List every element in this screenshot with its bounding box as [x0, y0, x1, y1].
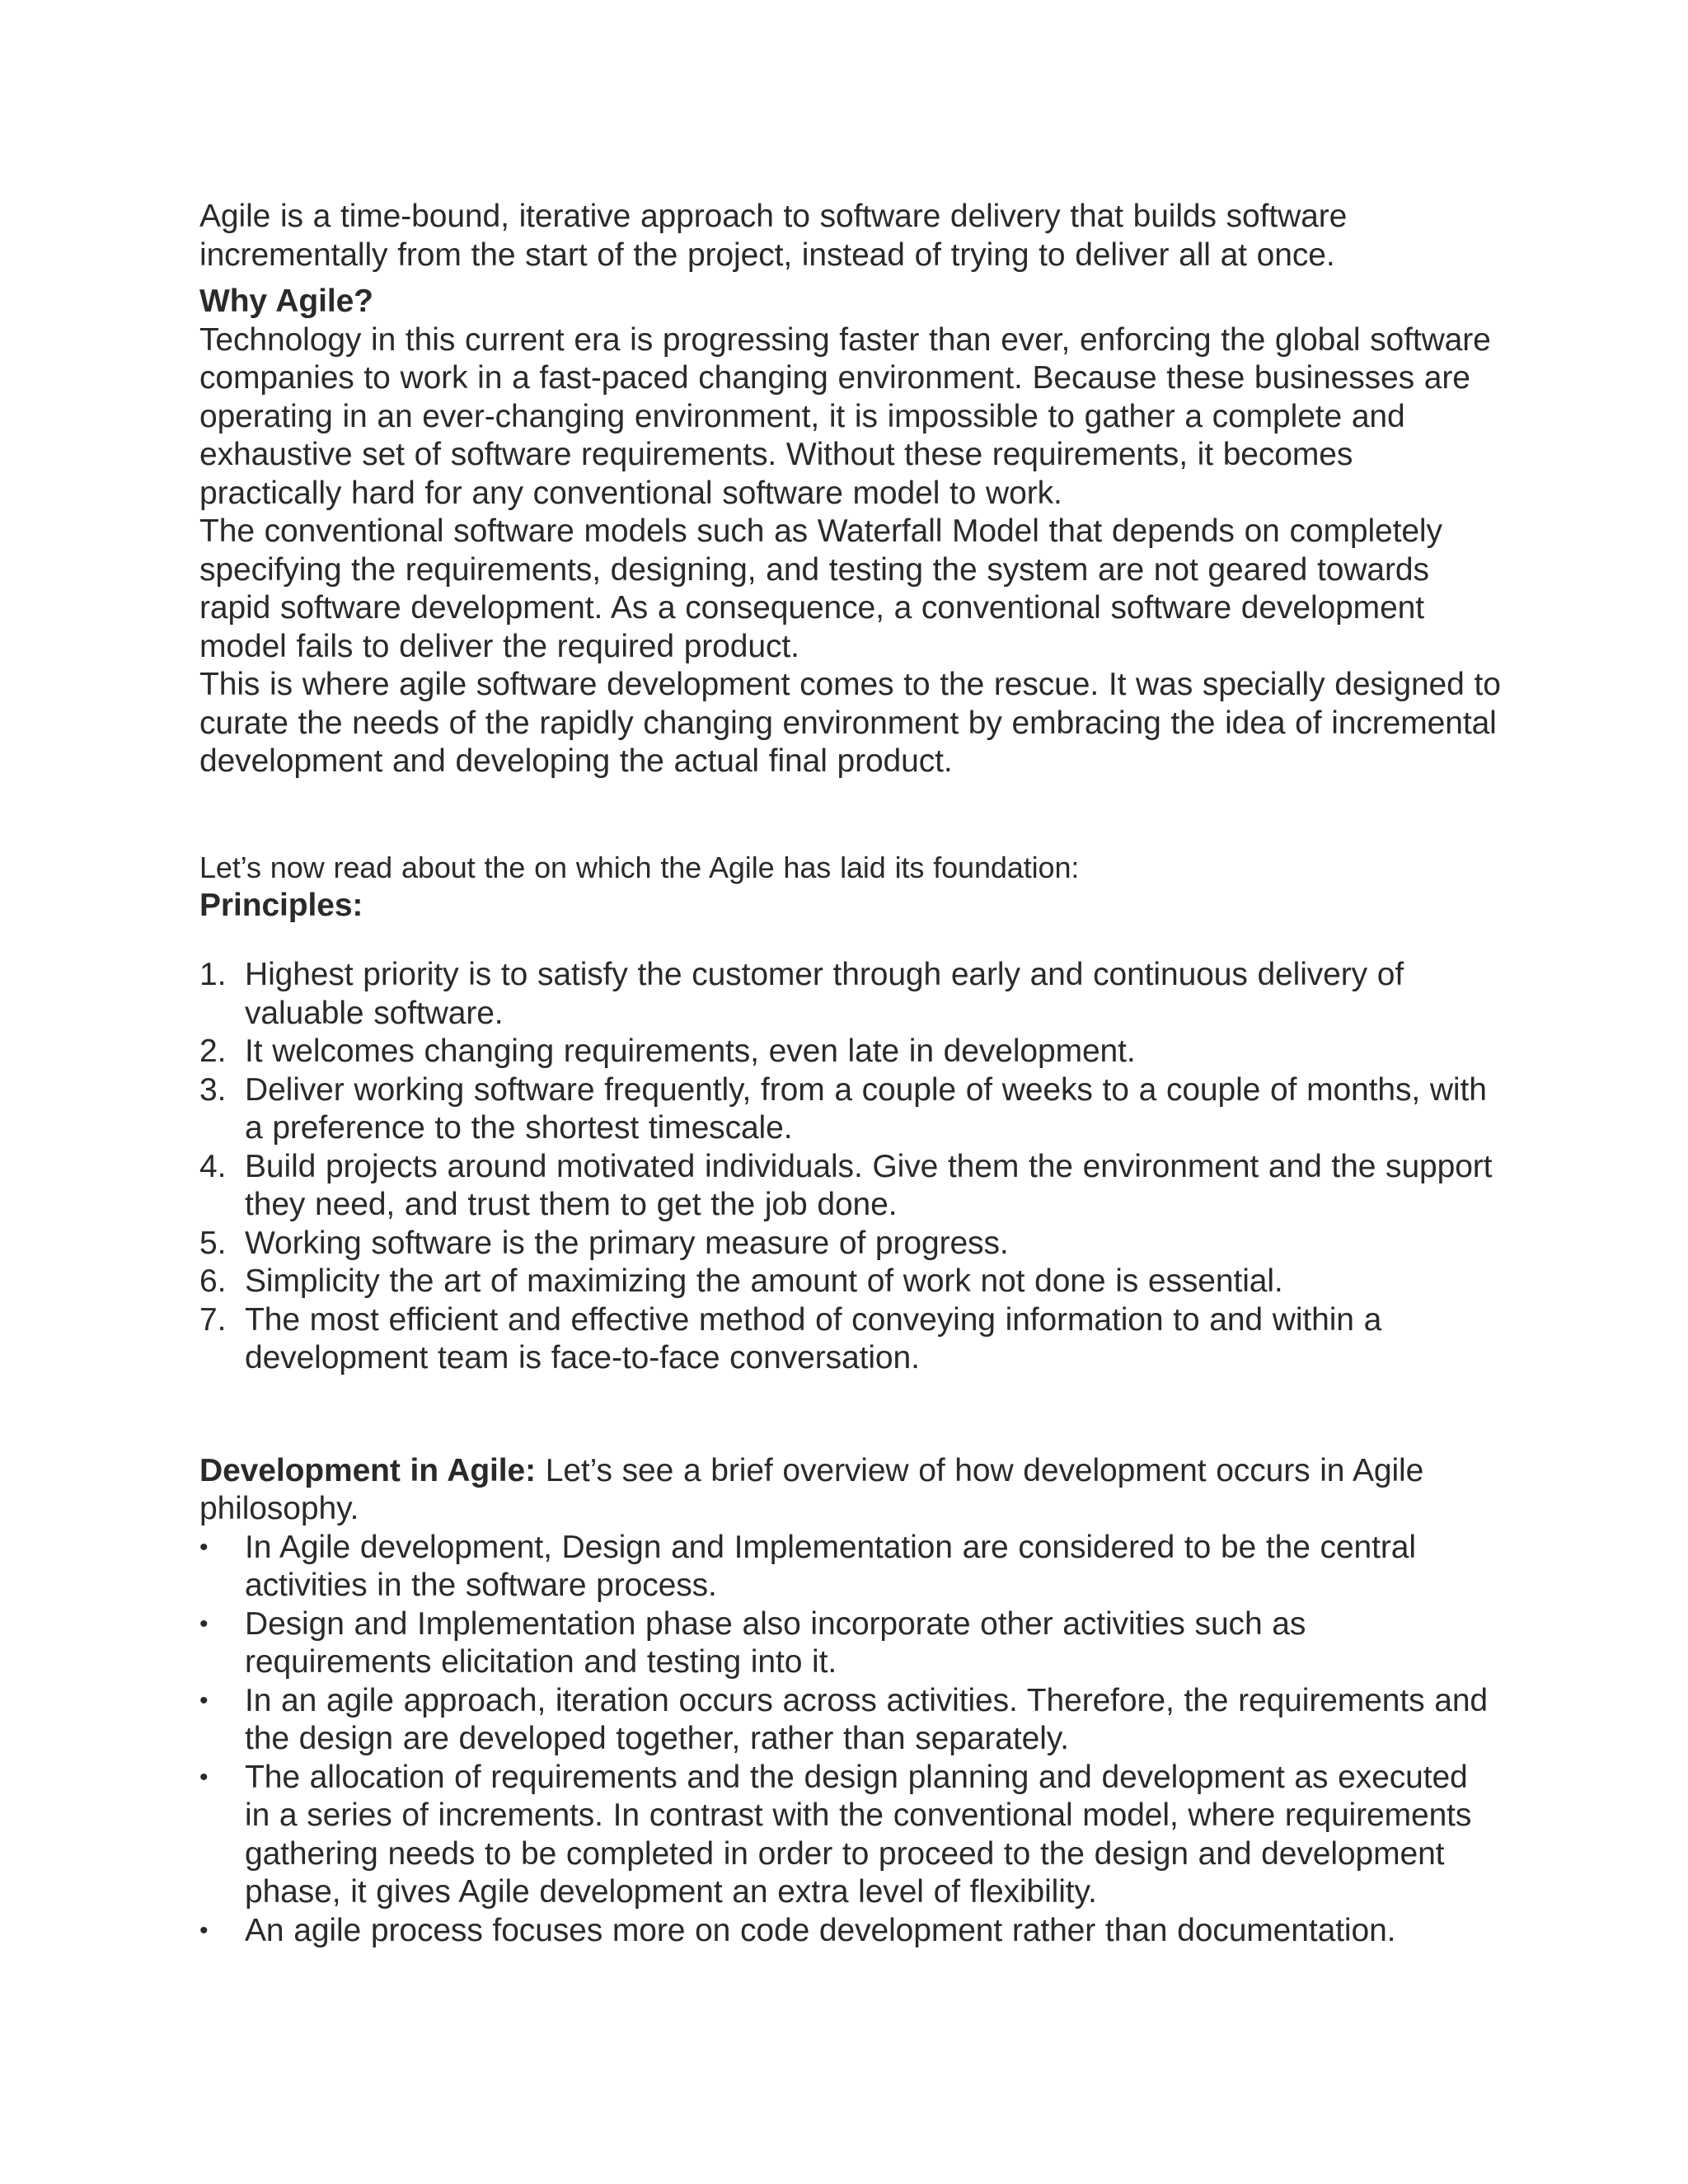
principle-number: 4.	[199, 1148, 227, 1184]
development-heading: Development in Agile:	[199, 1452, 537, 1488]
development-intro	[199, 1452, 1502, 1529]
bullet-icon: •	[199, 1533, 209, 1561]
development-item-text: In an agile approach, iteration occurs across activities. Therefore, the requirements and the design are developed together, rather than separately.	[245, 1682, 1489, 1756]
bullet-icon: •	[199, 1686, 209, 1714]
development-list	[199, 1529, 1502, 1951]
development-item-text: An agile process focuses more on code development rather than documentation.	[245, 1912, 1396, 1948]
principle-text: It welcomes changing requirements, even late in development.	[245, 1033, 1136, 1069]
principle-text: The most efficient and effective method of conveying information to and within a development team is face-to-face conversation.	[245, 1301, 1382, 1376]
principles-heading: Principles:	[199, 887, 363, 923]
development-lead: Let’s see a brief overview of how development occurs in Agile philosophy.	[199, 1452, 1424, 1526]
principle-item	[199, 1071, 1502, 1148]
why-agile-heading: Why Agile?	[199, 284, 373, 319]
principle-number: 2.	[199, 1033, 227, 1069]
principle-item	[199, 1301, 1502, 1378]
bullet-icon: •	[199, 1610, 209, 1638]
principle-number: 6.	[199, 1263, 227, 1299]
development-item-text: In Agile development, Design and Implementation are considered to be the central activities in the software process.	[245, 1529, 1416, 1603]
principle-item	[199, 956, 1502, 1033]
principles-list	[199, 956, 1502, 1378]
principle-text: Build projects around motivated individuals. Give them the environment and the support they need, and trust them to get the job done.	[245, 1148, 1493, 1222]
why-agile-paragraph-3: This is where agile software development comes to the rescue. It was specially designed to curate the needs of the rapidly changing environment by embracing the idea of incremental development and developing the actual final product.	[199, 667, 1501, 779]
development-item	[199, 1529, 1502, 1605]
development-item	[199, 1759, 1502, 1912]
spacer	[199, 781, 1502, 849]
principle-item	[199, 1263, 1502, 1301]
principle-number: 7.	[199, 1301, 227, 1338]
principle-number: 3.	[199, 1071, 227, 1108]
principle-text: Simplicity the art of maximizing the amount of work not done is essential.	[245, 1263, 1283, 1299]
bullet-icon: •	[199, 1916, 209, 1944]
principle-item	[199, 1033, 1502, 1071]
bullet-icon: •	[199, 1763, 209, 1791]
development-item	[199, 1912, 1502, 1951]
development-item-text: Design and Implementation phase also incorporate other activities such as requirements elicitation and testing into it.	[245, 1605, 1306, 1680]
principle-text: Deliver working software frequently, from a couple of weeks to a couple of months, with a preference to the shortest timescale.	[245, 1071, 1487, 1146]
development-item-text: The allocation of requirements and the design planning and development as executed in a series of increments. In contrast with the conventional model, where requirements gathering needs to be completed in order to proceed to the design and development phase, it gives Agile development an extra level of flexibility.	[245, 1759, 1472, 1910]
document-page	[199, 198, 1502, 1950]
principles-intro: Let’s now read about the on which the Agile has laid its foundation:	[199, 850, 1080, 884]
principle-number: 5.	[199, 1225, 227, 1261]
why-agile-paragraph-2: The conventional software models such as Waterfall Model that depends on completely specifying the requirements, designing, and testing the system are not geared towards rapid software development. As a consequence, a conventional software development model fails to deliver the required product.	[199, 513, 1442, 664]
spacer	[199, 274, 1502, 283]
spacer	[199, 925, 1502, 956]
development-item	[199, 1682, 1502, 1759]
principle-item	[199, 1225, 1502, 1263]
principle-item	[199, 1148, 1502, 1225]
principle-text: Working software is the primary measure of progress.	[245, 1225, 1009, 1261]
spacer	[199, 1378, 1502, 1452]
why-agile-paragraph-1: Technology in this current era is progressing faster than ever, enforcing the global software companies to work in a fast-paced changing environment. Because these businesses are operating in an ever-changing environment, it is impossible to gather a complete and exhaustive set of software requirements. Without these requirements, it becomes practically hard for any conventional software model to work.	[199, 321, 1491, 511]
principle-number: 1.	[199, 957, 227, 992]
development-item	[199, 1605, 1502, 1682]
intro-paragraph: Agile is a time-bound, iterative approach to software delivery that builds software incrementally from the start of the project, instead of trying to deliver all at once.	[199, 199, 1348, 273]
principle-text: Highest priority is to satisfy the customer through early and continuous delivery of valuable software.	[245, 957, 1404, 1031]
